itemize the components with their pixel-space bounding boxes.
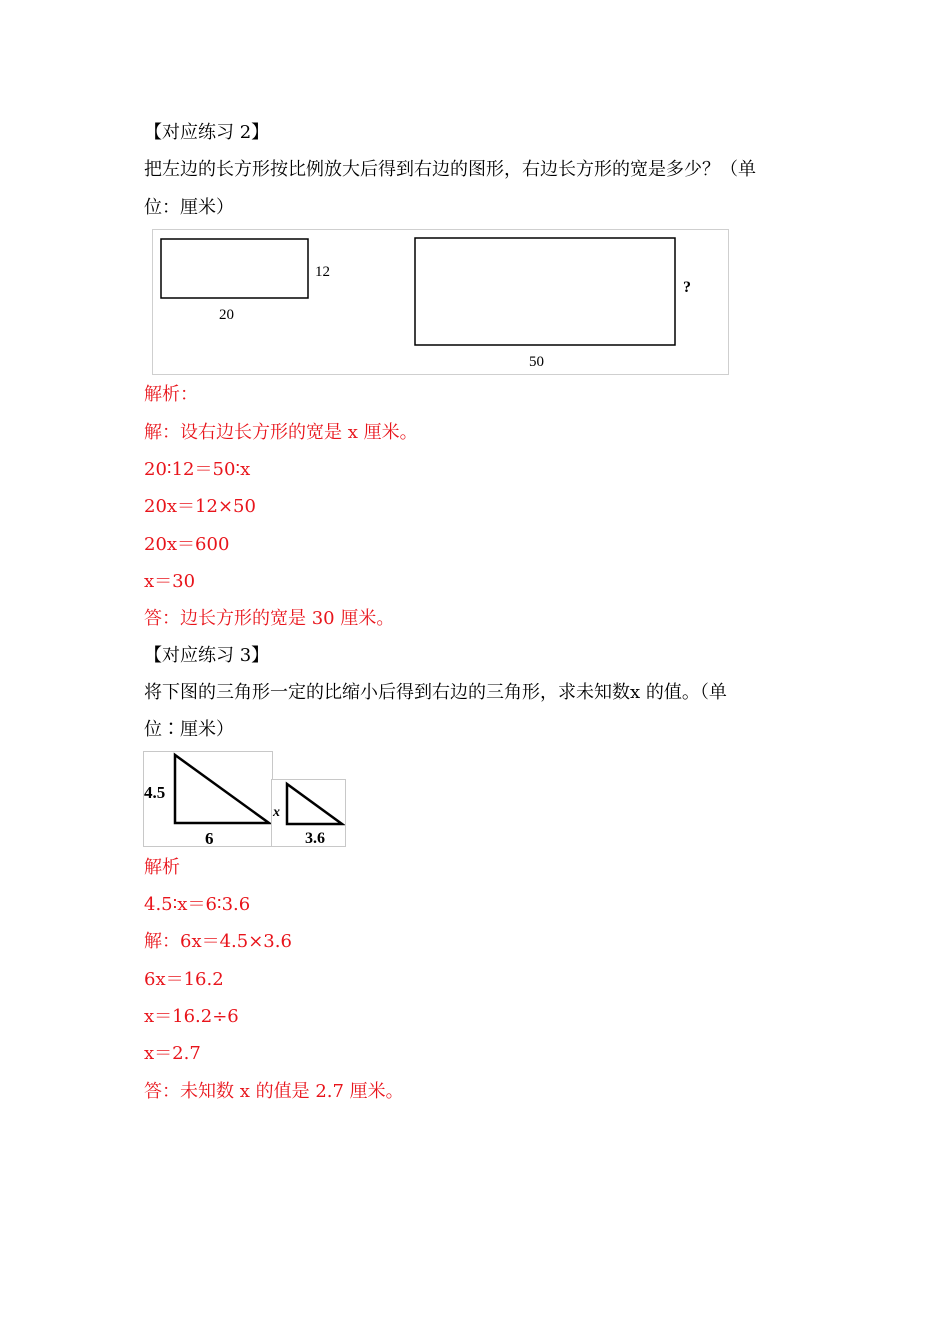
exercise-2-solution-line-3: 20x＝12×50 [144, 496, 256, 517]
exercise-2-question-line-1: 把左边的长方形按比例放大后得到右边的图形，右边长方形的宽是多少？（单 [144, 159, 756, 180]
large-triangle-diagram [144, 752, 272, 846]
exercise-2-answer: 答：边长方形的宽是 30 厘米。 [144, 608, 395, 629]
large-rectangle-width-label: ? [683, 279, 691, 296]
small-triangle-diagram [272, 780, 345, 846]
large-triangle-base-label: 6 [205, 829, 214, 846]
small-triangle-figure [271, 779, 346, 847]
small-rectangle-length-label: 20 [219, 307, 234, 323]
large-rectangle-length-label: 50 [529, 354, 544, 370]
small-triangle-height-label: x [273, 805, 280, 820]
exercise-2-question-line-2: 位：厘米） [144, 197, 234, 218]
large-triangle [175, 755, 269, 823]
exercise-3-solution-line-4: x＝16.2÷6 [144, 1006, 239, 1027]
exercise-3-answer: 答：未知数 x 的值是 2.7 厘米。 [144, 1081, 404, 1102]
exercise-3-question-line-2: 位∶厘米） [144, 719, 234, 740]
exercise-3-solution-line-2: 解：6x＝4.5×3.6 [144, 931, 292, 952]
exercise-2-analysis-label: 解析： [144, 384, 198, 405]
large-triangle-height-label: 4.5 [144, 783, 166, 802]
exercise-3-question-line-1: 将下图的三角形一定的比缩小后得到右边的三角形，求未知数x 的值。（单 [144, 682, 727, 703]
exercise-3-title: 【对应练习 3】 [144, 645, 270, 666]
exercise-2-title: 【对应练习 2】 [144, 122, 270, 143]
small-rectangle-width-label: 12 [315, 264, 330, 280]
exercise-3-solution-line-1: 4.5∶x＝6∶3.6 [144, 894, 251, 915]
exercise-2-solution-line-2: 20∶12＝50∶x [144, 459, 251, 480]
exercise-3-solution-line-3: 6x＝16.2 [144, 969, 224, 990]
small-triangle [287, 784, 342, 824]
rectangles-diagram [153, 230, 728, 374]
exercise-2-solution-line-5: x＝30 [144, 571, 196, 592]
exercise-2-solution-line-1: 解：设右边长方形的宽是 x 厘米。 [144, 422, 418, 443]
large-triangle-figure [143, 751, 273, 847]
exercise-3-analysis-label: 解析 [144, 857, 180, 878]
exercise-2-solution-line-4: 20x＝600 [144, 534, 230, 555]
small-triangle-base-label: 3.6 [305, 830, 325, 846]
rectangles-figure [152, 229, 729, 375]
exercise-3-solution-line-5: x＝2.7 [144, 1043, 201, 1064]
small-rectangle [161, 239, 308, 298]
large-rectangle [415, 238, 675, 345]
